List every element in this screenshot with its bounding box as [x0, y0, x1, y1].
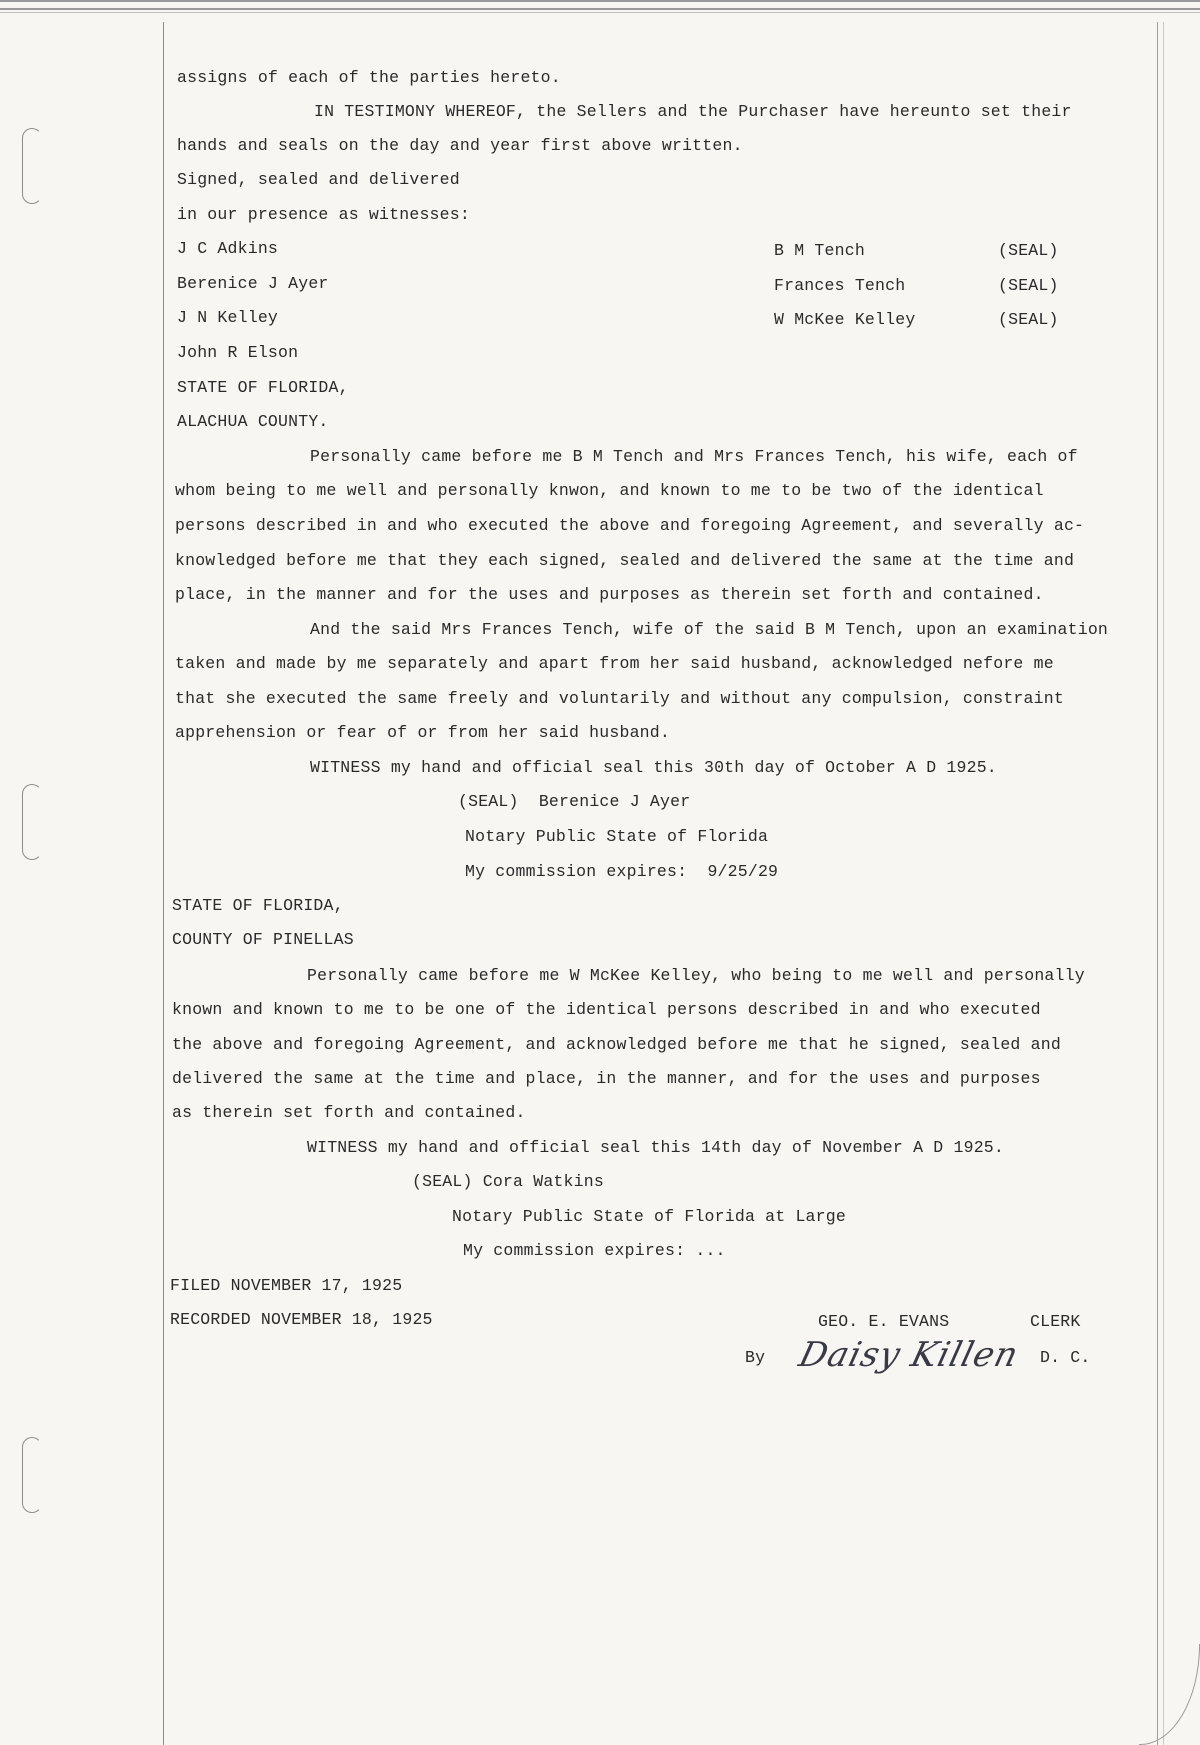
page-corner-curl	[1139, 1644, 1200, 1745]
county-heading: ALACHUA COUNTY.	[177, 412, 329, 431]
text-line: assigns of each of the parties hereto.	[177, 68, 561, 87]
top-border-inner	[0, 12, 1200, 13]
right-margin-rule-inner	[1163, 22, 1164, 1745]
notary-title: Notary Public State of Florida at Large	[452, 1207, 846, 1226]
clerk-name: GEO. E. EVANS	[818, 1312, 950, 1331]
left-margin-rule	[163, 22, 164, 1745]
clerk-title: CLERK	[1030, 1312, 1081, 1331]
notary-title: Notary Public State of Florida	[465, 827, 769, 846]
text-line: WITNESS my hand and official seal this 14th day of November A D 1925.	[307, 1138, 1005, 1157]
binder-hole-bottom	[22, 1437, 42, 1513]
signer-seal: (SEAL)	[998, 241, 1059, 260]
text-line: in our presence as witnesses:	[177, 205, 470, 224]
text-line: And the said Mrs Frances Tench, wife of the said B M Tench, upon an examination	[310, 620, 1109, 639]
notary-seal-line: (SEAL) Cora Watkins	[412, 1172, 604, 1191]
text-line: Personally came before me B M Tench and Mrs Frances Tench, his wife, each of	[310, 447, 1078, 466]
text-line: whom being to me well and personally knwon, and known to me to be two of the identical	[175, 481, 1044, 500]
recorded-date: RECORDED NOVEMBER 18, 1925	[170, 1310, 433, 1329]
binder-hole-middle	[22, 784, 42, 860]
text-line: knowledged before me that they each signed, sealed and delivered the same at the time and	[175, 551, 1075, 570]
witness-name: John R Elson	[177, 343, 299, 362]
text-line: persons described in and who executed the above and foregoing Agreement, and severally ac-	[175, 516, 1085, 535]
text-line: place, in the manner and for the uses and purposes as therein set forth and contained.	[175, 585, 1044, 604]
deputy-clerk-label: D. C.	[1040, 1348, 1091, 1367]
notary-commission: My commission expires: ...	[463, 1241, 726, 1260]
by-label: By	[745, 1348, 766, 1367]
signer-name: Frances Tench	[774, 276, 906, 295]
text-line: known and known to me to be one of the identical persons described in and who executed	[172, 1000, 1041, 1019]
witness-name: J N Kelley	[177, 308, 279, 327]
clerk-signature: Daisy Killen	[795, 1335, 1023, 1375]
filed-date: FILED NOVEMBER 17, 1925	[170, 1276, 403, 1295]
top-border	[0, 0, 1200, 10]
text-line: delivered the same at the time and place, in the manner, and for the uses and purposes	[172, 1069, 1041, 1088]
text-line: apprehension or fear of or from her said husband.	[175, 723, 670, 742]
text-line: Signed, sealed and delivered	[177, 170, 460, 189]
notary-commission: My commission expires: 9/25/29	[465, 862, 779, 881]
state-heading: STATE OF FLORIDA,	[177, 378, 349, 397]
text-line: hands and seals on the day and year first above written.	[177, 136, 743, 155]
text-line: the above and foregoing Agreement, and acknowledged before me that he signed, sealed and	[172, 1035, 1061, 1054]
right-margin-rule	[1157, 22, 1158, 1745]
state-heading: STATE OF FLORIDA,	[172, 896, 344, 915]
county-heading: COUNTY OF PINELLAS	[172, 930, 354, 949]
signer-seal: (SEAL)	[998, 310, 1059, 329]
text-line: WITNESS my hand and official seal this 30th day of October A D 1925.	[310, 758, 997, 777]
binder-hole-top	[22, 128, 42, 204]
text-line: Personally came before me W McKee Kelley, who being to me well and personally	[307, 966, 1085, 985]
signer-name: B M Tench	[774, 241, 865, 260]
notary-seal-line: (SEAL) Berenice J Ayer	[458, 792, 691, 811]
witness-name: Berenice J Ayer	[177, 274, 329, 293]
text-line: taken and made by me separately and apart from her said husband, acknowledged nefore me	[175, 654, 1054, 673]
text-line: IN TESTIMONY WHEREOF, the Sellers and the Purchaser have hereunto set their	[314, 102, 1072, 121]
witness-name: J C Adkins	[177, 239, 279, 258]
text-line: as therein set forth and contained.	[172, 1103, 526, 1122]
signer-seal: (SEAL)	[998, 276, 1059, 295]
text-line: that she executed the same freely and voluntarily and without any compulsion, constraint	[175, 689, 1064, 708]
signer-name: W McKee Kelley	[774, 310, 916, 329]
